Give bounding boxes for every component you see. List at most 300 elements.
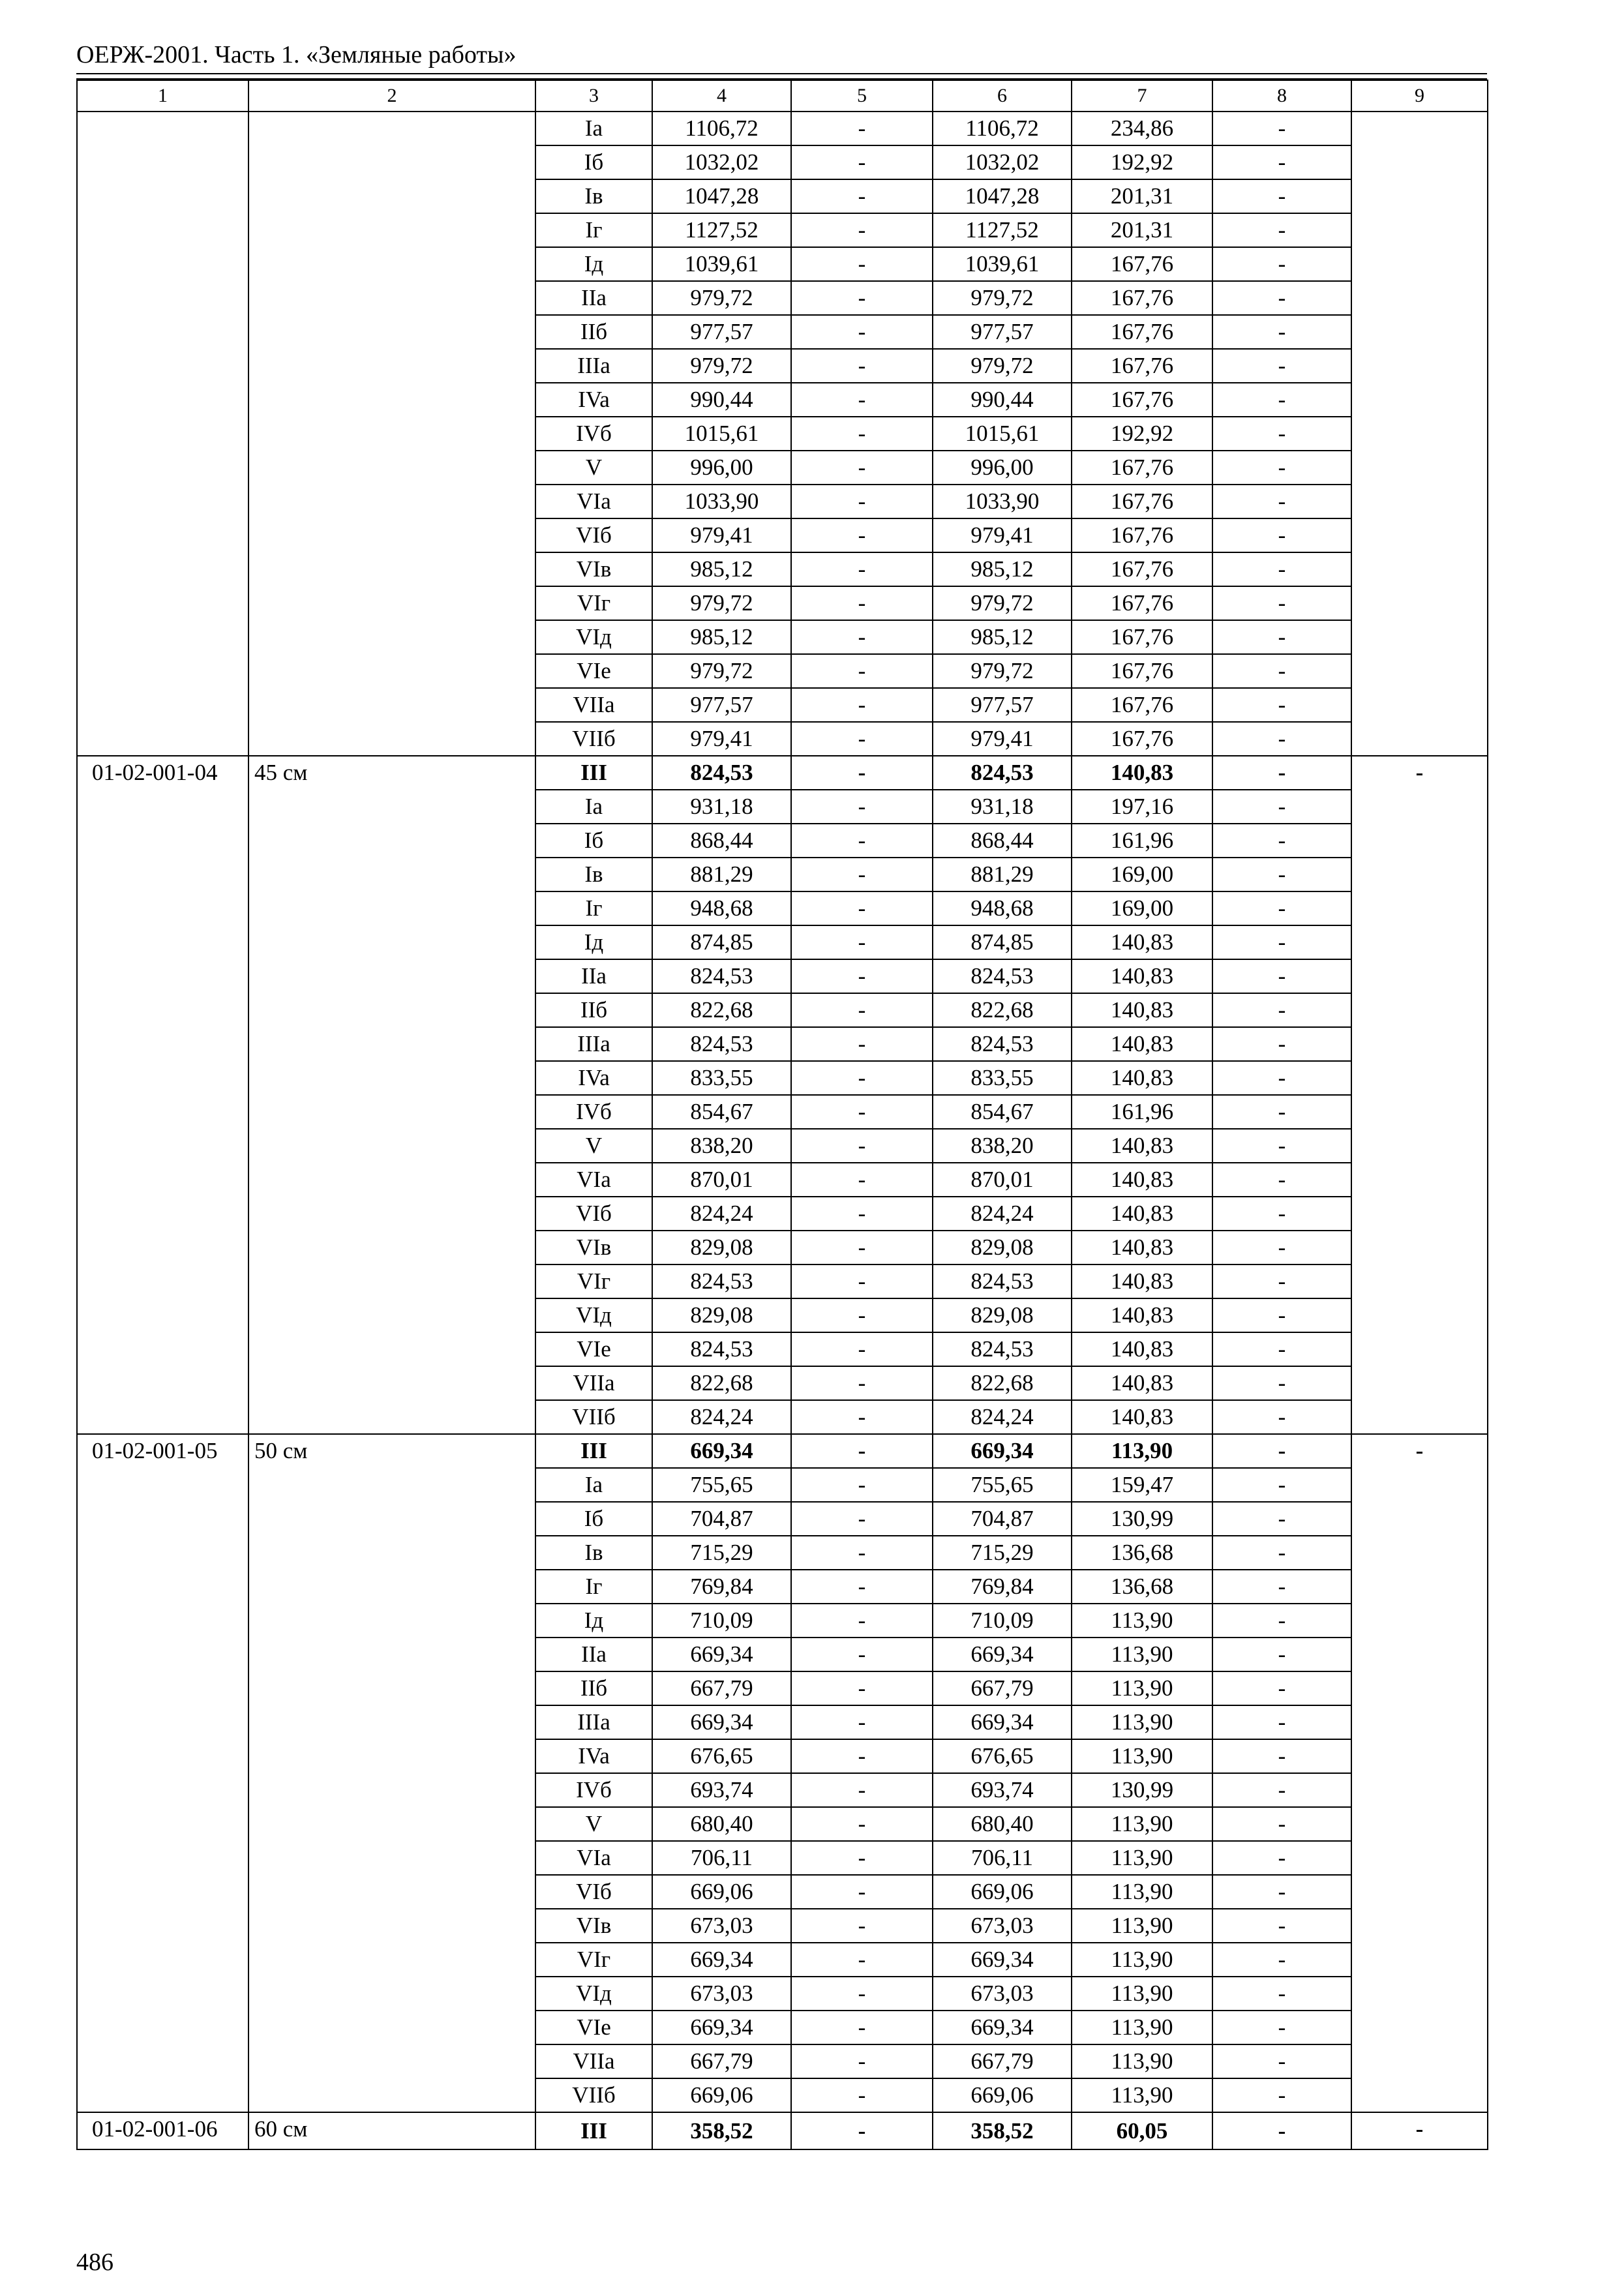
value-col4-cell: 829,08 [652,1231,791,1264]
value-col5-cell: - [791,383,933,417]
value-col8-cell: - [1212,485,1351,518]
value-col5-cell: - [791,2112,933,2149]
value-col6-cell: 979,72 [933,586,1072,620]
value-col6-cell: 977,57 [933,688,1072,722]
depth-cell [248,112,535,756]
value-col4-cell: 824,53 [652,756,791,790]
value-col7-cell: 113,90 [1072,1604,1212,1638]
value-col6-cell: 669,34 [933,1434,1072,1468]
soil-group-cell: Iд [535,247,652,281]
value-col4-cell: 358,52 [652,2112,791,2149]
value-col5-cell: - [791,1773,933,1807]
soil-group-cell: Iд [535,925,652,959]
value-col8-cell: - [1212,281,1351,315]
value-col6-cell: 829,08 [933,1298,1072,1332]
value-col4-cell: 673,03 [652,1909,791,1943]
value-col8-cell: - [1212,1197,1351,1231]
soil-group-cell: VIв [535,1231,652,1264]
value-col7-cell: 140,83 [1072,756,1212,790]
value-col7-cell: 197,16 [1072,790,1212,824]
value-col7-cell: 113,90 [1072,1434,1212,1468]
value-col5-cell: - [791,417,933,451]
value-col5-cell: - [791,1604,933,1638]
value-col7-cell: 140,83 [1072,993,1212,1027]
value-col6-cell: 669,06 [933,2078,1072,2112]
value-col4-cell: 979,72 [652,349,791,383]
value-col6-cell: 931,18 [933,790,1072,824]
value-col5-cell: - [791,790,933,824]
value-col7-cell: 136,68 [1072,1570,1212,1604]
soil-group-cell: IVa [535,1061,652,1095]
soil-group-cell: IIIa [535,1705,652,1739]
value-col4-cell: 979,72 [652,654,791,688]
soil-group-cell: Iг [535,213,652,247]
soil-group-cell: VIд [535,620,652,654]
value-col8-cell: - [1212,1468,1351,1502]
value-col5-cell: - [791,654,933,688]
value-col6-cell: 1033,90 [933,485,1072,518]
soil-group-cell: VIa [535,485,652,518]
value-col8-cell: - [1212,722,1351,756]
value-col4-cell: 704,87 [652,1502,791,1536]
soil-group-cell: VIIб [535,722,652,756]
value-col6-cell: 704,87 [933,1502,1072,1536]
value-col8-cell: - [1212,1264,1351,1298]
value-col5-cell: - [791,1638,933,1671]
value-col6-cell: 824,53 [933,756,1072,790]
col9-cell: - [1351,2112,1488,2149]
value-col4-cell: 822,68 [652,1366,791,1400]
value-col4-cell: 706,11 [652,1841,791,1875]
soil-group-cell: VIг [535,586,652,620]
value-col8-cell: - [1212,112,1351,145]
value-col4-cell: 824,53 [652,1027,791,1061]
value-col4-cell: 669,06 [652,1875,791,1909]
value-col4-cell: 1015,61 [652,417,791,451]
value-col6-cell: 667,79 [933,2044,1072,2078]
col9-cell [1351,112,1488,756]
value-col6-cell: 706,11 [933,1841,1072,1875]
value-col8-cell: - [1212,2112,1351,2149]
value-col7-cell: 167,76 [1072,247,1212,281]
value-col4-cell: 977,57 [652,688,791,722]
soil-group-cell: Iв [535,1536,652,1570]
value-col6-cell: 822,68 [933,993,1072,1027]
value-col6-cell: 996,00 [933,451,1072,485]
value-col6-cell: 824,53 [933,1027,1072,1061]
column-number-cell: 7 [1072,80,1212,112]
value-col8-cell: - [1212,586,1351,620]
value-col8-cell: - [1212,1604,1351,1638]
value-col6-cell: 822,68 [933,1366,1072,1400]
value-col7-cell: 140,83 [1072,1197,1212,1231]
value-col6-cell: 979,41 [933,722,1072,756]
soil-group-cell: IIб [535,315,652,349]
value-col6-cell: 669,34 [933,2011,1072,2044]
soil-group-cell: Iб [535,1502,652,1536]
value-col5-cell: - [791,451,933,485]
value-col6-cell: 715,29 [933,1536,1072,1570]
value-col4-cell: 669,34 [652,1434,791,1468]
rate-code-cell [77,112,248,756]
soil-group-cell: VIб [535,1197,652,1231]
value-col4-cell: 829,08 [652,1298,791,1332]
value-col8-cell: - [1212,1671,1351,1705]
value-col8-cell: - [1212,1027,1351,1061]
value-col7-cell: 169,00 [1072,891,1212,925]
value-col5-cell: - [791,858,933,891]
value-col6-cell: 985,12 [933,620,1072,654]
value-col6-cell: 979,72 [933,349,1072,383]
value-col6-cell: 667,79 [933,1671,1072,1705]
value-col5-cell: - [791,824,933,858]
value-col7-cell: 113,90 [1072,1638,1212,1671]
value-col4-cell: 1039,61 [652,247,791,281]
value-col8-cell: - [1212,1129,1351,1163]
soil-group-cell: IVб [535,1095,652,1129]
value-col4-cell: 673,03 [652,1977,791,2011]
soil-group-cell: VIIa [535,2044,652,2078]
value-col4-cell: 824,53 [652,1264,791,1298]
value-col6-cell: 669,34 [933,1638,1072,1671]
value-col8-cell: - [1212,1841,1351,1875]
value-col6-cell: 676,65 [933,1739,1072,1773]
value-col8-cell: - [1212,756,1351,790]
soil-group-cell: VIIб [535,1400,652,1434]
value-col7-cell: 167,76 [1072,620,1212,654]
value-col6-cell: 854,67 [933,1095,1072,1129]
value-col4-cell: 977,57 [652,315,791,349]
value-col6-cell: 693,74 [933,1773,1072,1807]
value-col5-cell: - [791,1061,933,1095]
value-col6-cell: 833,55 [933,1061,1072,1095]
value-col6-cell: 979,72 [933,281,1072,315]
value-col7-cell: 140,83 [1072,1163,1212,1197]
value-col8-cell: - [1212,1536,1351,1570]
value-col5-cell: - [791,2044,933,2078]
value-col8-cell: - [1212,1638,1351,1671]
value-col4-cell: 669,34 [652,1638,791,1671]
value-col8-cell: - [1212,959,1351,993]
soil-group-cell: IVб [535,417,652,451]
soil-group-cell: VIa [535,1163,652,1197]
value-col7-cell: 140,83 [1072,1332,1212,1366]
value-col5-cell: - [791,1807,933,1841]
value-col5-cell: - [791,620,933,654]
value-col5-cell: - [791,1129,933,1163]
value-col7-cell: 192,92 [1072,417,1212,451]
value-col6-cell: 1106,72 [933,112,1072,145]
table-row [77,1434,1488,1468]
value-col6-cell: 824,24 [933,1400,1072,1434]
value-col6-cell: 1032,02 [933,145,1072,179]
column-number-cell: 9 [1351,80,1488,112]
value-col6-cell: 358,52 [933,2112,1072,2149]
value-col6-cell: 874,85 [933,925,1072,959]
value-col5-cell: - [791,1163,933,1197]
value-col7-cell: 140,83 [1072,959,1212,993]
value-col7-cell: 201,31 [1072,179,1212,213]
value-col5-cell: - [791,756,933,790]
value-col7-cell: 201,31 [1072,213,1212,247]
soil-group-cell: IVa [535,1739,652,1773]
value-col7-cell: 113,90 [1072,1943,1212,1977]
value-col4-cell: 669,34 [652,2011,791,2044]
value-col8-cell: - [1212,1061,1351,1095]
value-col7-cell: 192,92 [1072,145,1212,179]
value-col6-cell: 1015,61 [933,417,1072,451]
soil-group-cell: Iг [535,891,652,925]
soil-group-cell: V [535,1129,652,1163]
soil-group-cell: VIб [535,518,652,552]
value-col5-cell: - [791,1197,933,1231]
value-col6-cell: 710,09 [933,1604,1072,1638]
value-col5-cell: - [791,1739,933,1773]
value-col8-cell: - [1212,858,1351,891]
soil-group-cell: VIд [535,1977,652,2011]
column-number-cell: 2 [248,80,535,112]
value-col4-cell: 824,53 [652,1332,791,1366]
value-col7-cell: 167,76 [1072,485,1212,518]
value-col5-cell: - [791,1400,933,1434]
value-col8-cell: - [1212,417,1351,451]
value-col6-cell: 669,34 [933,1943,1072,1977]
depth-cell: 45 см [248,756,535,1434]
value-col6-cell: 868,44 [933,824,1072,858]
value-col4-cell: 854,67 [652,1095,791,1129]
value-col7-cell: 167,76 [1072,518,1212,552]
value-col4-cell: 931,18 [652,790,791,824]
value-col4-cell: 755,65 [652,1468,791,1502]
value-col5-cell: - [791,213,933,247]
value-col6-cell: 948,68 [933,891,1072,925]
value-col7-cell: 169,00 [1072,858,1212,891]
value-col4-cell: 693,74 [652,1773,791,1807]
value-col7-cell: 113,90 [1072,1841,1212,1875]
value-col6-cell: 669,06 [933,1875,1072,1909]
value-col5-cell: - [791,1502,933,1536]
value-col4-cell: 669,34 [652,1943,791,1977]
soil-group-cell: IIIa [535,1027,652,1061]
value-col7-cell: 140,83 [1072,1298,1212,1332]
value-col5-cell: - [791,1468,933,1502]
value-col7-cell: 113,90 [1072,1875,1212,1909]
value-col6-cell: 824,53 [933,1264,1072,1298]
soil-group-cell: VIд [535,1298,652,1332]
value-col4-cell: 833,55 [652,1061,791,1095]
value-col7-cell: 113,90 [1072,1671,1212,1705]
soil-group-cell: III [535,2112,652,2149]
value-col8-cell: - [1212,349,1351,383]
soil-group-cell: VIe [535,2011,652,2044]
value-col5-cell: - [791,1264,933,1298]
value-col4-cell: 710,09 [652,1604,791,1638]
value-col5-cell: - [791,1909,933,1943]
depth-cell: 50 см [248,1434,535,2112]
value-col4-cell: 669,34 [652,1705,791,1739]
value-col6-cell: 1127,52 [933,213,1072,247]
value-col4-cell: 1127,52 [652,213,791,247]
value-col8-cell: - [1212,2044,1351,2078]
value-col5-cell: - [791,1841,933,1875]
soil-group-cell: IIa [535,959,652,993]
value-col7-cell: 167,76 [1072,688,1212,722]
value-col5-cell: - [791,518,933,552]
value-col8-cell: - [1212,315,1351,349]
value-col5-cell: - [791,552,933,586]
value-col7-cell: 113,90 [1072,1977,1212,2011]
value-col7-cell: 113,90 [1072,1739,1212,1773]
value-col8-cell: - [1212,1570,1351,1604]
value-col5-cell: - [791,1671,933,1705]
soil-group-cell: VIIa [535,1366,652,1400]
value-col4-cell: 881,29 [652,858,791,891]
soil-group-cell: Iв [535,179,652,213]
value-col8-cell: - [1212,891,1351,925]
value-col4-cell: 838,20 [652,1129,791,1163]
soil-group-cell: VIв [535,552,652,586]
value-col4-cell: 870,01 [652,1163,791,1197]
value-col4-cell: 874,85 [652,925,791,959]
value-col4-cell: 824,53 [652,959,791,993]
table-row [77,112,1488,145]
value-col7-cell: 167,76 [1072,349,1212,383]
soil-group-cell: VIб [535,1875,652,1909]
soil-group-cell: VIIa [535,688,652,722]
value-col7-cell: 113,90 [1072,1807,1212,1841]
value-col5-cell: - [791,1434,933,1468]
value-col5-cell: - [791,1536,933,1570]
column-number-row [77,80,1488,112]
soil-group-cell: Iд [535,1604,652,1638]
value-col7-cell: 167,76 [1072,586,1212,620]
value-col6-cell: 979,41 [933,518,1072,552]
soil-group-cell: V [535,451,652,485]
depth-cell: 60 см [248,2112,535,2149]
value-col6-cell: 769,84 [933,1570,1072,1604]
value-col4-cell: 996,00 [652,451,791,485]
value-col4-cell: 1047,28 [652,179,791,213]
value-col4-cell: 1106,72 [652,112,791,145]
value-col8-cell: - [1212,993,1351,1027]
value-col4-cell: 979,72 [652,586,791,620]
value-col5-cell: - [791,179,933,213]
value-col8-cell: - [1212,1909,1351,1943]
soil-group-cell: IIa [535,281,652,315]
value-col8-cell: - [1212,552,1351,586]
soil-group-cell: Ia [535,790,652,824]
value-col5-cell: - [791,112,933,145]
value-col4-cell: 979,41 [652,518,791,552]
value-col7-cell: 113,90 [1072,1705,1212,1739]
header-rule [76,73,1487,74]
value-col6-cell: 1039,61 [933,247,1072,281]
value-col8-cell: - [1212,1807,1351,1841]
rate-code-cell: 01-02-001-05 [77,1434,248,2112]
soil-group-cell: Ia [535,112,652,145]
value-col5-cell: - [791,2078,933,2112]
value-col8-cell: - [1212,1332,1351,1366]
soil-group-cell: VIa [535,1841,652,1875]
value-col7-cell: 159,47 [1072,1468,1212,1502]
table-row [77,756,1488,790]
value-col8-cell: - [1212,247,1351,281]
value-col5-cell: - [791,281,933,315]
value-col7-cell: 113,90 [1072,2044,1212,2078]
value-col8-cell: - [1212,518,1351,552]
value-col4-cell: 822,68 [652,993,791,1027]
value-col4-cell: 824,24 [652,1197,791,1231]
value-col5-cell: - [791,1332,933,1366]
value-col7-cell: 140,83 [1072,1231,1212,1264]
soil-group-cell: V [535,1807,652,1841]
value-col7-cell: 167,76 [1072,552,1212,586]
soil-group-cell: VIe [535,654,652,688]
value-col7-cell: 140,83 [1072,925,1212,959]
soil-group-cell: Iб [535,824,652,858]
soil-group-cell: IVa [535,383,652,417]
value-col5-cell: - [791,688,933,722]
column-number-cell: 3 [535,80,652,112]
value-col5-cell: - [791,315,933,349]
value-col7-cell: 113,90 [1072,1909,1212,1943]
value-col7-cell: 113,90 [1072,2011,1212,2044]
value-col5-cell: - [791,485,933,518]
value-col7-cell: 167,76 [1072,315,1212,349]
value-col4-cell: 769,84 [652,1570,791,1604]
value-col5-cell: - [791,1705,933,1739]
value-col7-cell: 167,76 [1072,722,1212,756]
value-col4-cell: 715,29 [652,1536,791,1570]
value-col7-cell: 130,99 [1072,1773,1212,1807]
page-number: 486 [76,2249,113,2276]
soil-group-cell: IVб [535,1773,652,1807]
value-col8-cell: - [1212,1739,1351,1773]
value-col5-cell: - [791,959,933,993]
value-col4-cell: 985,12 [652,620,791,654]
value-col5-cell: - [791,247,933,281]
value-col8-cell: - [1212,1773,1351,1807]
soil-group-cell: IIa [535,1638,652,1671]
value-col6-cell: 977,57 [933,315,1072,349]
soil-group-cell: VIIб [535,2078,652,2112]
value-col8-cell: - [1212,2011,1351,2044]
value-col6-cell: 824,24 [933,1197,1072,1231]
soil-group-cell: Iг [535,1570,652,1604]
value-col6-cell: 870,01 [933,1163,1072,1197]
value-col4-cell: 868,44 [652,824,791,858]
value-col8-cell: - [1212,451,1351,485]
value-col6-cell: 824,53 [933,1332,1072,1366]
value-col5-cell: - [791,722,933,756]
soil-group-cell: VIг [535,1264,652,1298]
value-col8-cell: - [1212,1400,1351,1434]
value-col8-cell: - [1212,1163,1351,1197]
value-col4-cell: 979,72 [652,281,791,315]
value-col5-cell: - [791,349,933,383]
soil-group-cell: IIб [535,993,652,1027]
value-col7-cell: 140,83 [1072,1366,1212,1400]
value-col4-cell: 948,68 [652,891,791,925]
column-number-cell: 5 [791,80,933,112]
value-col6-cell: 673,03 [933,1977,1072,2011]
soil-group-cell: IIIa [535,349,652,383]
value-col8-cell: - [1212,1705,1351,1739]
value-col6-cell: 1047,28 [933,179,1072,213]
soil-group-cell: VIe [535,1332,652,1366]
soil-group-cell: III [535,756,652,790]
value-col7-cell: 140,83 [1072,1061,1212,1095]
